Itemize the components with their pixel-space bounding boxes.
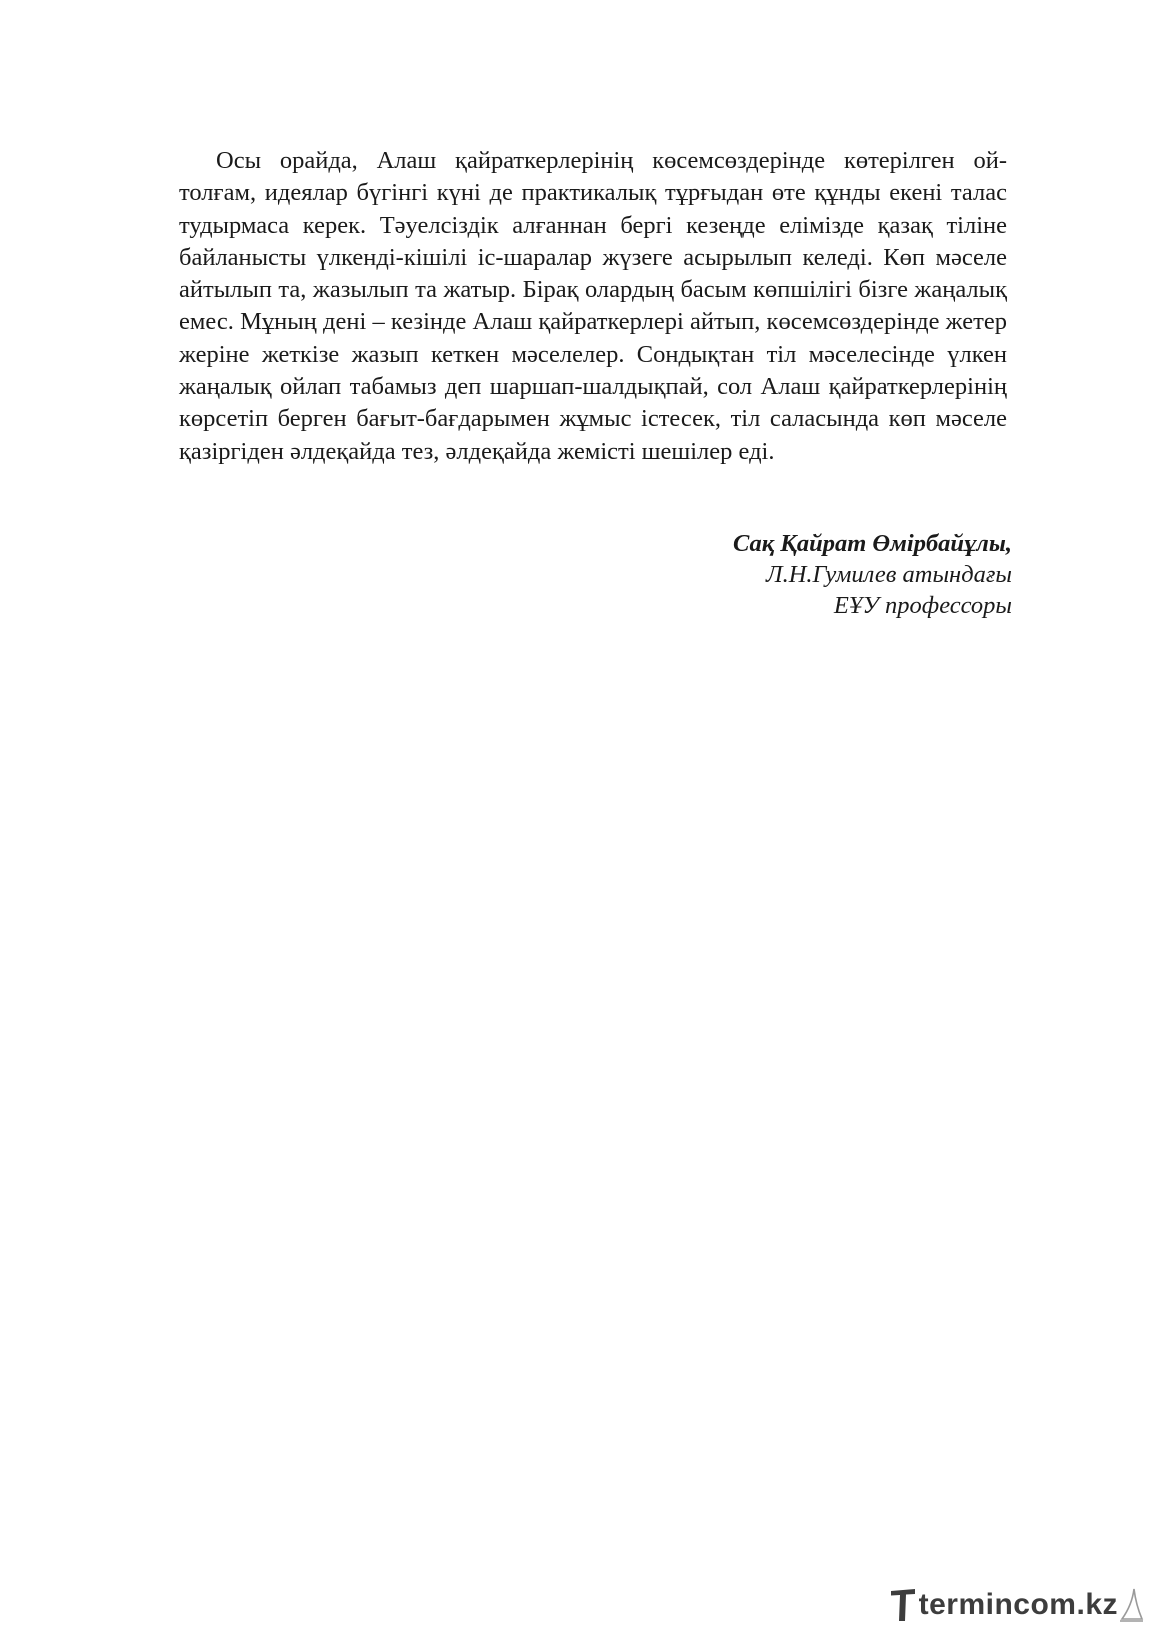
- signature-affiliation-line-2: ЕҰУ профессоры: [833, 592, 1012, 619]
- sail-icon: [1118, 1585, 1144, 1625]
- body-paragraph: Осы орайда, Алаш қайраткерлерінің көсемсөздерінде көтерілген ой-толғам, идеялар бүгінгі күні де практикалық тұрғыдан өте құнды екені талас тудырмаса керек. Тәуелсіздік алғаннан бергі кезеңде елімізде қазақ тіліне байланысты үлкенді-кішілі іс-шаралар жүзеге асырылып келеді. Көп мәселе айтылып та, жазылып та жатыр. Бірақ олардың басым көпшілігі бізге жаңалық емес. Мұның дені – кезінде Алаш қайраткерлері айтып, көсемсөздерінде жетер жеріне жеткізе жазып кеткен мәселелер. Сондықтан тіл мәселесінде үлкен жаңалық ойлап табамыз деп шаршап-шалдықпай, сол Алаш қайраткерлерінің көрсетіп берген бағыт-бағдарымен жұмыс істесек, тіл саласында көп мәселе қазіргіден әлдеқайда тез, әлдеқайда жемісті шешілер еді.: [179, 147, 1007, 465]
- signature-affiliation-line-1: Л.Н.Гумилев атындағы: [766, 561, 1012, 588]
- signature-block: [733, 528, 1012, 621]
- termincom-logo-icon: [889, 1585, 919, 1625]
- watermark-text: termincom.kz: [918, 1588, 1118, 1621]
- watermark: [889, 1583, 1144, 1627]
- signature-author: Сақ Қайрат Өмірбайұлы,: [732, 530, 1012, 557]
